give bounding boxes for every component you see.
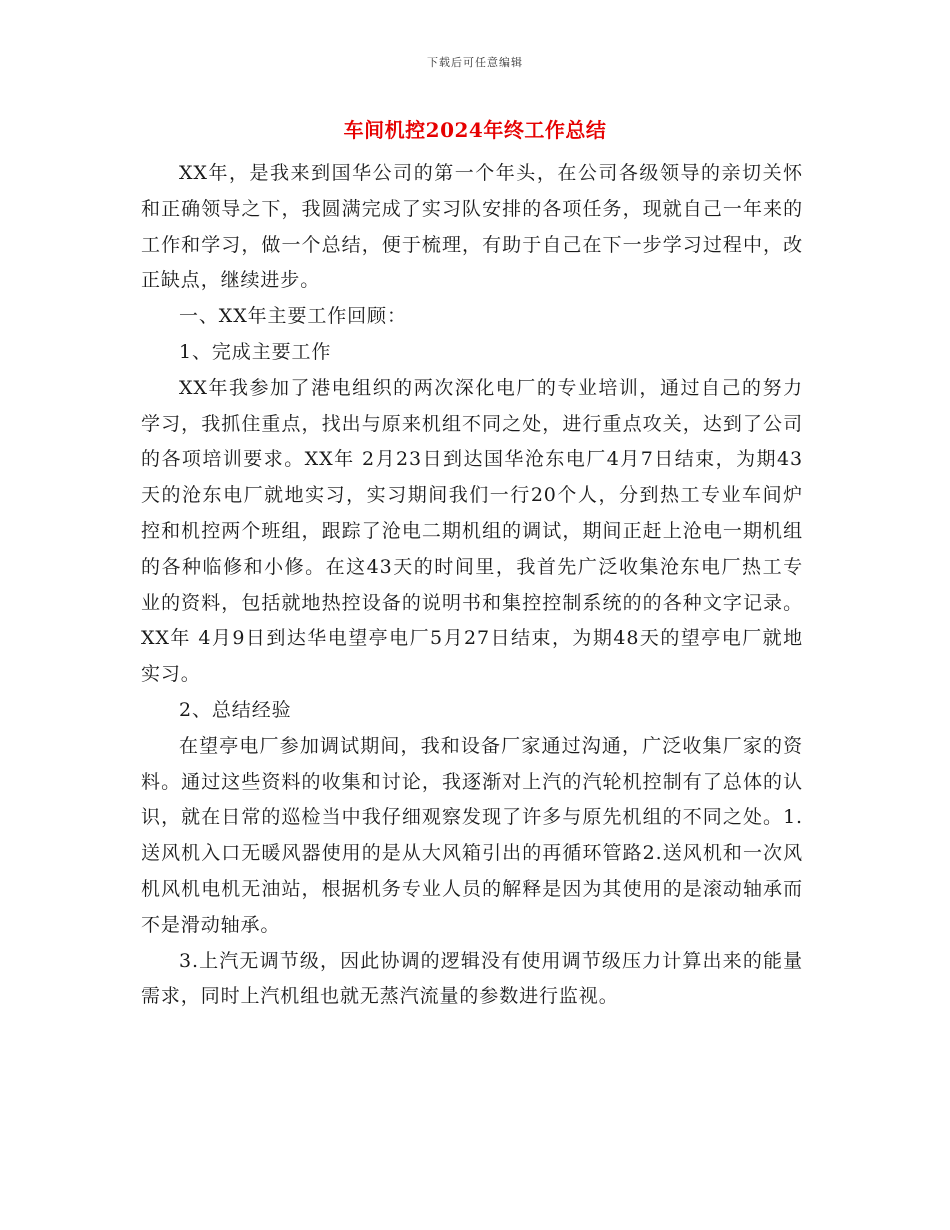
- paragraph-point-3: 3.上汽无调节级，因此协调的逻辑没有使用调节级压力计算出来的能量需求，同时上汽机组也就无蒸汽流量的参数进行监视。: [141, 949, 803, 1008]
- header-note: 下载后可任意编辑: [427, 56, 523, 69]
- subheading-experience: 2、总结经验: [179, 698, 292, 721]
- document-title: 车间机控2024年终工作总结: [343, 118, 607, 142]
- document-body: [141, 156, 803, 1015]
- paragraph-experience: 在望亭电厂参加调试期间，我和设备厂家通过沟通，广泛收集厂家的资料。通过这些资料的收集和讨论，我逐渐对上汽的汽轮机控制有了总体的认识，就在日常的巡检当中我仔细观察发现了许多与原先机组的不同之处。1.送风机入口无暖风器使用的是从大风箱引出的再循环管路2.送风机和一次风机风机电机无油站，根据机务专业人员的解释是因为其使用的是滚动轴承而不是滑动轴承。: [141, 734, 803, 936]
- subheading-main-work: 1、完成主要工作: [179, 340, 332, 363]
- section-heading-review: 一、XX年主要工作回顾：: [179, 305, 407, 328]
- paragraph-main-work: XX年我参加了港电组织的两次深化电厂的专业培训，通过自己的努力学习，我抓住重点，找出与原来机组不同之处，进行重点攻关，达到了公司的各项培训要求。XX年 2月23日到达国华沧东电厂4月7日结束，为期43天的沧东电厂就地实习，实习期间我们一行20个人，分到热工专业车间炉控和机控两个班组，跟踪了沧电二期机组的调试，期间正赶上沧电一期机组的各种临修和小修。在这43天的时间里，我首先广泛收集沧东电厂热工专业的资料，包括就地热控设备的说明书和集控控制系统的的各种文字记录。XX年 4月9日到达华电望亭电厂5月27日结束，为期48天的望亭电厂就地实习。: [141, 376, 803, 686]
- paragraph-intro: XX年，是我来到国华公司的第一个年头，在公司各级领导的亲切关怀和正确领导之下，我圆满完成了实习队安排的各项任务，现就自己一年来的工作和学习，做一个总结，便于梳理，有助于自己在下一步学习过程中，改正缺点，继续进步。: [141, 162, 803, 292]
